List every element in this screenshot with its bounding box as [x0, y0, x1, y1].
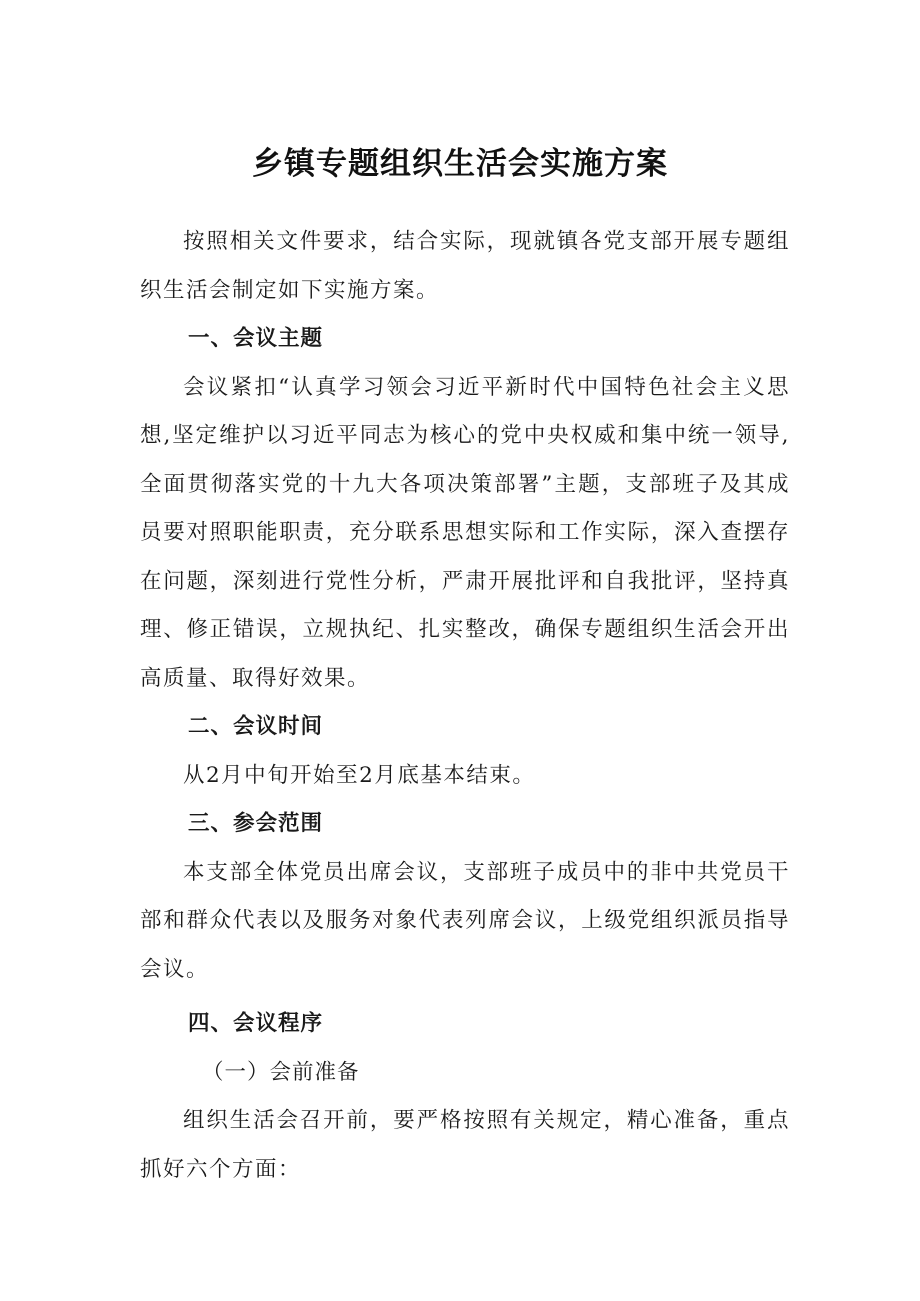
- section-heading-theme: 一、会议主题: [188, 326, 324, 351]
- subsection-heading-preparation: （一）会前准备: [202, 1059, 360, 1085]
- document-body: [140, 218, 790, 1194]
- intro-paragraph: 按照相关文件要求，结合实际，现就镇各党支部开展专题组织生活会制定如下实施方案。: [140, 229, 790, 303]
- attendees-paragraph: 本支部全体党员出席会议，支部班子成员中的非中共党员干部和群众代表以及服务对象代表列席会议，上级党组织派员指导会议。: [140, 859, 790, 982]
- time-paragraph: 从2月中旬开始至2月底基本结束。: [183, 762, 536, 788]
- section-heading-procedure: 四、会议程序: [188, 1011, 324, 1036]
- section-heading-time: 二、会议时间: [188, 714, 324, 739]
- preparation-paragraph: 组织生活会召开前，要严格按照有关规定，精心准备，重点抓好六个方面：: [140, 1108, 790, 1182]
- theme-paragraph: 会议紧扣“认真学习领会习近平新时代中国特色社会主义思想,坚定维护以习近平同志为核心的党中央权威和集中统一领导,全面贯彻落实党的十九大各项决策部署”主题，支部班子及其成员要对照职能职责，充分联系思想实际和工作实际，深入查摆存在问题，深刻进行党性分析，严肃开展批评和自我批评，坚持真理、修正错误，立规执纪、扎实整改，确保专题组织生活会开出高质量、取得好效果。: [140, 374, 790, 691]
- document-title: 乡镇专题组织生活会实施方案: [252, 146, 668, 182]
- section-heading-attendees: 三、参会范围: [188, 811, 324, 836]
